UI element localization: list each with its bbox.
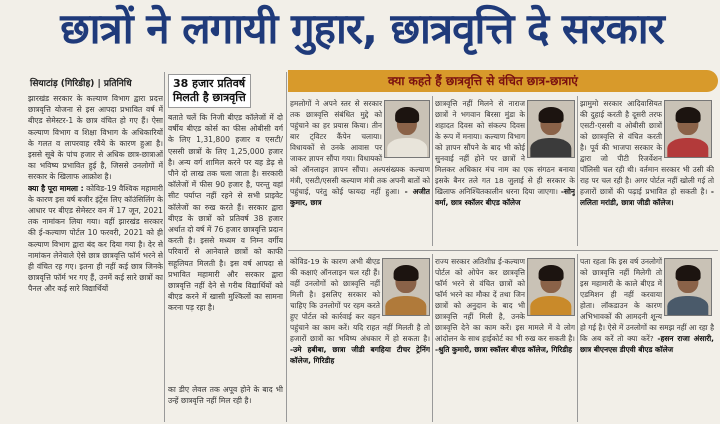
quote-signature: - ललिता मरांडी, छात्रा जीडी कॉलेज।: [580, 187, 714, 207]
quote-text: पता रहता कि इस वर्ष उनलोगों को छात्रवृत्ति नहीं मिलेगी तो इस महामारी के काले बीएड में एडमिशन ही नहीं करवाया होता। लॉकडाउन के कारण अभिभावकों की आमदनी शून्य हो गई है। ऐसे में उनलोगों का समझ नहीं आ रहा है कि अब करें तो क्या करें?: [580, 257, 714, 343]
quotes-banner-text: क्या कहते हैं छात्रवृत्ति से वंचित छात्र-छात्राएं: [388, 74, 578, 88]
fee-box-title-line1: 38 हजार प्रतिवर्ष: [173, 77, 246, 90]
fee-box-body: बताते चलें कि निजी बीएड कॉलेजों में दो वर्षीय बीएड कोर्स का फीस ओबीसी वर्ग के लिए 1,31,800 हजार व एसटी/एससी छात्रों के लिए 1,25,000 हजार है। अन्य वर्ग शामिल करने पर यह डेढ़ से पौने दो लाख तक चला जाता है। सरकारी कॉलेजों में फीस 90 हजार है, परन्तु वहां सीट पर्याप्त नहीं रहने से सभी प्राइवेट कॉलेजों का रुख करते हैं। सरकार द्वारा बीएड के छात्रों को प्रतिवर्ष 38 हजार अर्थात दो वर्ष में 76 हजार छात्रवृत्ति प्रदान करती है। इससे मध्यम व निम्न वर्गीय परिवारों से आनेवाले छात्रों को काफी सहूलियत मिलती है। इस वर्ष आपदा से प्रभावित महामारी और सरकार द्वारा छात्रवृत्ति नहीं देने से गरीब विद्यार्थियों को बीएड करने में खासी मुश्किलों का सामना करना पड़ रहा है।: [168, 113, 283, 313]
dateline: सियाटांड़ (गिरिडीह) | प्रतिनिधि: [30, 79, 132, 89]
column-divider: [286, 72, 287, 422]
card-divider: [577, 96, 578, 246]
photo-spacer: [525, 98, 575, 160]
photo-spacer: [525, 256, 575, 318]
quote-text: झामुमो सरकार आदिवासियत की दुहाई करती है दूसरी तरफ एसटी-एससी व ओबीसी छात्रों को छात्रवृत्ति से वंचित करती है। पूर्व की भाजपा सरकार के द्वारा जो पीटी रिजर्वेशन पॉलिसी चल रही थी। वर्तमान सरकार भी उसी की राह पर चल रही है। अगर पोर्टल नहीं खोली गई तो हजारों छात्रों की पढ़ाई प्रभावित हो सकती है।: [580, 99, 714, 196]
card-divider: [432, 96, 433, 246]
quote-signature: -हसन राजा अंसारी, छात्र बीएनएस डीएवी बीएड कॉलेज: [580, 334, 714, 354]
photo-spacer: [662, 256, 714, 318]
card-divider: [432, 254, 433, 422]
row-divider: [288, 250, 718, 251]
photo-spacer: [382, 98, 430, 160]
quote-text: हमलोगों ने अपने स्तर से सरकार तक छात्रवृत्ति संबंधित मुद्दे को पहुंचाने का हर प्रयास किया। तीन बार ट्विटर कैंपेन चलाया। विधायकों से उनके आवास पर जाकर ज्ञापन सौंपा गया। विधायकों को ऑनलाइन ज्ञापन सौंपा। अल्पसंख्यक कल्याण मंत्री, एसटी/एससी कल्याण मंत्री तक अपनी बातों को पहुंचाई, परंतु कोई फायदा नहीं हुआ।: [290, 99, 430, 196]
lead-continuation: कोविड-19 वैश्विक महामारी के कारण इस वर्ष बजीर इंट्रेंस लिए कॉउंसिलिंग के आधार पर बीएड सेमेस्टर वन में 17 जून, 2021 तक नामांकन लिया गया। वहीं झारखंड सरकार की ई-कल्याण पोर्टल 10 फरवरी, 2021 को ही कल्याण विभाग द्वारा बंद कर दिया गया है। देर से नामांकन लेनेवाले ऐसे छात्र छात्रवृत्ति फॉर्म भरने से ही वंचित रह गए। इतना ही नहीं कई छात्र जिनके छात्रवृत्ति फॉर्म भर गए हैं, उनमें कई सारे छात्रों का पैनल और कई सारे विद्यार्थियों: [28, 183, 163, 294]
quote-signature: - अजीत कुमार, छात्र: [290, 187, 430, 207]
card-divider: [577, 254, 578, 422]
quote-card-2: [435, 98, 575, 248]
quote-text: कोविड-19 के कारण अभी बीएड की कक्षाएं ऑनलाइन चल रही हैं। वहीं उनलोगों को छात्रवृत्ति नहीं मिली है। इसलिए सरकार को चाहिए कि उनलोगों पर रहम करते हुए पोर्टल को कार्रवाई कर वहन पहुंचाने का काम करें। यदि राहत नहीं मिलती है तो हजारों छात्रों का भविष्य अंधकार में हो सकता है।: [290, 257, 430, 343]
lead-subhead: क्या है पूरा मामला :: [28, 183, 84, 193]
quote-card-1: [290, 98, 430, 248]
quote-text: राज्य सरकार अतिशीघ्र ई-कल्याण पोर्टल को ओपेन कर छात्रवृत्ति फॉर्म भरने से वंचित छात्रों को फॉर्म भरने का मौका दें तथा जिन छात्रों को अनुदान के बाद भी छात्रवृत्ति नहीं मिली है, उनके छात्रवृत्ति देने का काम करें। इस मामले में वे लोग आंदोलन के साथ हाईकोर्ट का भी रुख कर सकती है।: [435, 257, 575, 343]
quote-card-6: [580, 256, 714, 422]
fee-box-tail: का डीए लेवल तक अपूव होने के बाद भी उन्हें छात्रवृत्ति नहीं मिल रही है।: [168, 385, 283, 406]
photo-spacer: [662, 98, 714, 160]
lead-article: [28, 93, 163, 421]
quote-signature: -श्रुति कुमारी, छात्रा स्कॉलर बीएड कॉलेज, गिरिडीह: [435, 345, 573, 354]
lead-paragraph: झारखंड सरकार के कल्याण विभाग द्वारा प्रदत्त छात्रवृत्ति योजना से इस आपदा प्रभावित वर्ष में बीएड सेमेस्टर-1 के छात्र वंचित हो गए हैं। ऐसा कल्याण विभाग व शिक्षा विभाग के अधिकारियों के गलत व लापरवाह रवैये के कारण हुआ है। इससे सूबे के पांच हजार से अधिक छात्र-छात्राओं का भविष्य प्रभावित हुई है, जिससे उनलोगों में सरकार के खिलाफ आक्रोश है।: [28, 94, 163, 182]
column-divider: [164, 72, 165, 422]
quote-signature: -सोनू वर्मा, छात्र स्कॉलर बीएड कॉलेज: [435, 187, 575, 207]
quote-card-3: [580, 98, 714, 248]
fee-box: [168, 74, 283, 424]
quote-card-5: [435, 256, 575, 422]
photo-spacer: [380, 256, 430, 318]
quote-card-4: [290, 256, 430, 422]
fee-box-title: [168, 74, 251, 108]
page-title: छात्रों ने लगायी गुहार, छात्रवृत्ति दे सरकार: [60, 4, 664, 53]
quote-signature: -उमे हबीबा, छात्रा जीडी बगहिया टीचर ट्रेनिंग कॉलेज, गिरिडीह: [290, 345, 430, 365]
quotes-banner: [288, 70, 718, 92]
fee-box-title-line2: मिलती है छात्रवृत्ति: [173, 91, 246, 104]
quote-text: छात्रवृत्ति नहीं मिलने से नाराज छात्रों ने भगवान बिरसा मुंडा के शहादत दिवस को संकल्प दिवस के रूप में मनाया। कल्याण विभाग को ज्ञापन सौंपने के बाद भी कोई सुनवाई नहीं होने पर छात्रों ने मिलकर अधिकार मंच नाम का एक संगठन बनाया इसके बैनर तले गत 18 जुलाई से ही सरकार के खिलाफ अनिश्चितकालीन धरना दिया जाएगा।: [435, 99, 575, 196]
